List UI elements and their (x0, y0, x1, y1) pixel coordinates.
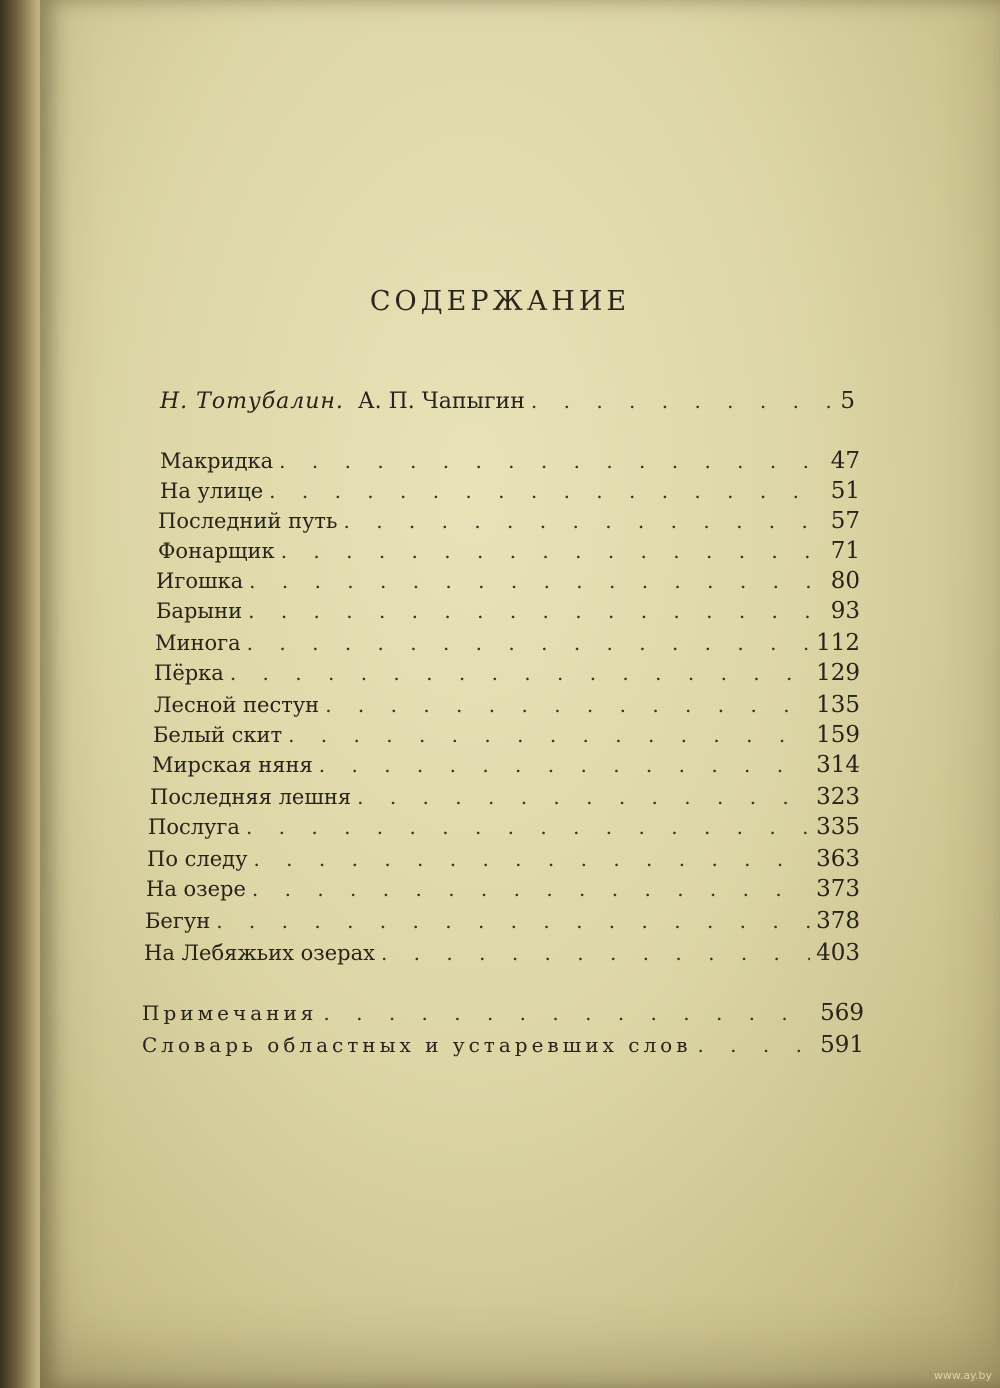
toc-entry (147, 846, 860, 876)
toc-entry-page: 403 (816, 940, 860, 966)
intro-author: Н. Тотубалин. (160, 389, 344, 414)
toc-entry (144, 940, 860, 970)
toc-entry-title: Барыни (156, 599, 243, 623)
toc-entry-page: 57 (830, 508, 860, 534)
toc-entry-title: На улице (160, 479, 264, 503)
toc-entry-title: Макридка (160, 449, 274, 473)
leader-dots (323, 1001, 814, 1025)
toc-entry-page: 129 (816, 660, 860, 686)
toc-entry-page: 112 (816, 630, 860, 656)
toc-intro-entry (160, 388, 855, 418)
intro-page: 5 (840, 388, 855, 414)
leader-dots (343, 509, 824, 533)
toc-entry-title: На озере (146, 877, 246, 901)
leader-dots (319, 753, 810, 777)
toc-entry-page: 323 (816, 784, 860, 810)
leader-dots (325, 693, 810, 717)
toc-entry-page: 378 (816, 908, 860, 934)
leader-dots (288, 723, 810, 747)
toc-entry-title: Бегун (145, 909, 211, 933)
toc-entry-title: На Лебяжьих озерах (144, 941, 375, 965)
toc-entry (160, 478, 860, 508)
leader-dots (249, 569, 825, 593)
leader-dots (216, 909, 810, 933)
toc-entry-title: Фонарщик (158, 539, 275, 563)
toc-entry (152, 752, 860, 782)
toc-entry-page: 314 (816, 752, 860, 778)
toc-entry-page: 93 (830, 598, 860, 624)
leader-dots (230, 661, 810, 685)
leader-dots (357, 785, 810, 809)
toc-entry (150, 784, 860, 814)
toc-entry-page: 80 (830, 568, 860, 594)
leader-dots (248, 599, 825, 623)
toc-entry (146, 876, 860, 906)
toc-entry-page: 569 (820, 1000, 864, 1026)
toc-entry-title: Белый скит (153, 723, 283, 747)
leader-dots (381, 941, 810, 965)
toc-entry-title: Пёрка (154, 661, 224, 685)
toc-entry (148, 814, 860, 844)
page-title: СОДЕРЖАНИЕ (369, 286, 631, 317)
toc-entry (158, 538, 860, 568)
toc-entry (153, 722, 860, 752)
toc-entry (156, 568, 860, 598)
toc-appendix-entry (142, 1032, 864, 1062)
toc-entry-page: 373 (816, 876, 860, 902)
toc-entry-title: Мирская няня (152, 753, 313, 777)
toc-entry-page: 363 (816, 846, 860, 872)
toc-entry-page: 159 (816, 722, 860, 748)
toc-entry-title: Последний путь (158, 509, 338, 533)
toc-entry-title: Игошка (156, 569, 244, 593)
leader-dots (269, 479, 825, 503)
leader-dots (697, 1033, 814, 1057)
toc-entry-title: Примечания (142, 1001, 318, 1025)
toc-entry-title: Словарь областных и устаревших слов (142, 1033, 692, 1057)
toc-entry (155, 630, 860, 660)
toc-entry (154, 660, 860, 690)
toc-entry-title: По следу (147, 847, 248, 871)
leader-dots (281, 539, 825, 563)
toc-entry-title: Последняя лешня (150, 785, 352, 809)
toc-appendix-entry (142, 1000, 864, 1030)
leader-dots (531, 389, 834, 413)
leader-dots (247, 631, 810, 655)
leader-dots (253, 847, 810, 871)
toc-entry (154, 692, 860, 722)
toc-entry-page: 135 (816, 692, 860, 718)
toc-entry (160, 448, 860, 478)
toc-entry-title: Минога (155, 631, 241, 655)
toc-entry-page: 591 (820, 1032, 864, 1058)
leader-dots (252, 877, 810, 901)
toc-entry-page: 51 (830, 478, 860, 504)
toc-entry (158, 508, 860, 538)
toc-entry-title: Лесной пестун (154, 693, 320, 717)
watermark: www.ay.by (933, 1369, 992, 1382)
intro-title: А. П. Чапыгин (357, 389, 525, 414)
toc-entry-page: 335 (816, 814, 860, 840)
toc-entry-title: Послуга (148, 815, 240, 839)
leader-dots (279, 449, 825, 473)
toc-entry (145, 908, 860, 938)
leader-dots (246, 815, 810, 839)
toc-entry (156, 598, 860, 628)
toc-entry-page: 71 (830, 538, 860, 564)
toc-entry-page: 47 (830, 448, 860, 474)
